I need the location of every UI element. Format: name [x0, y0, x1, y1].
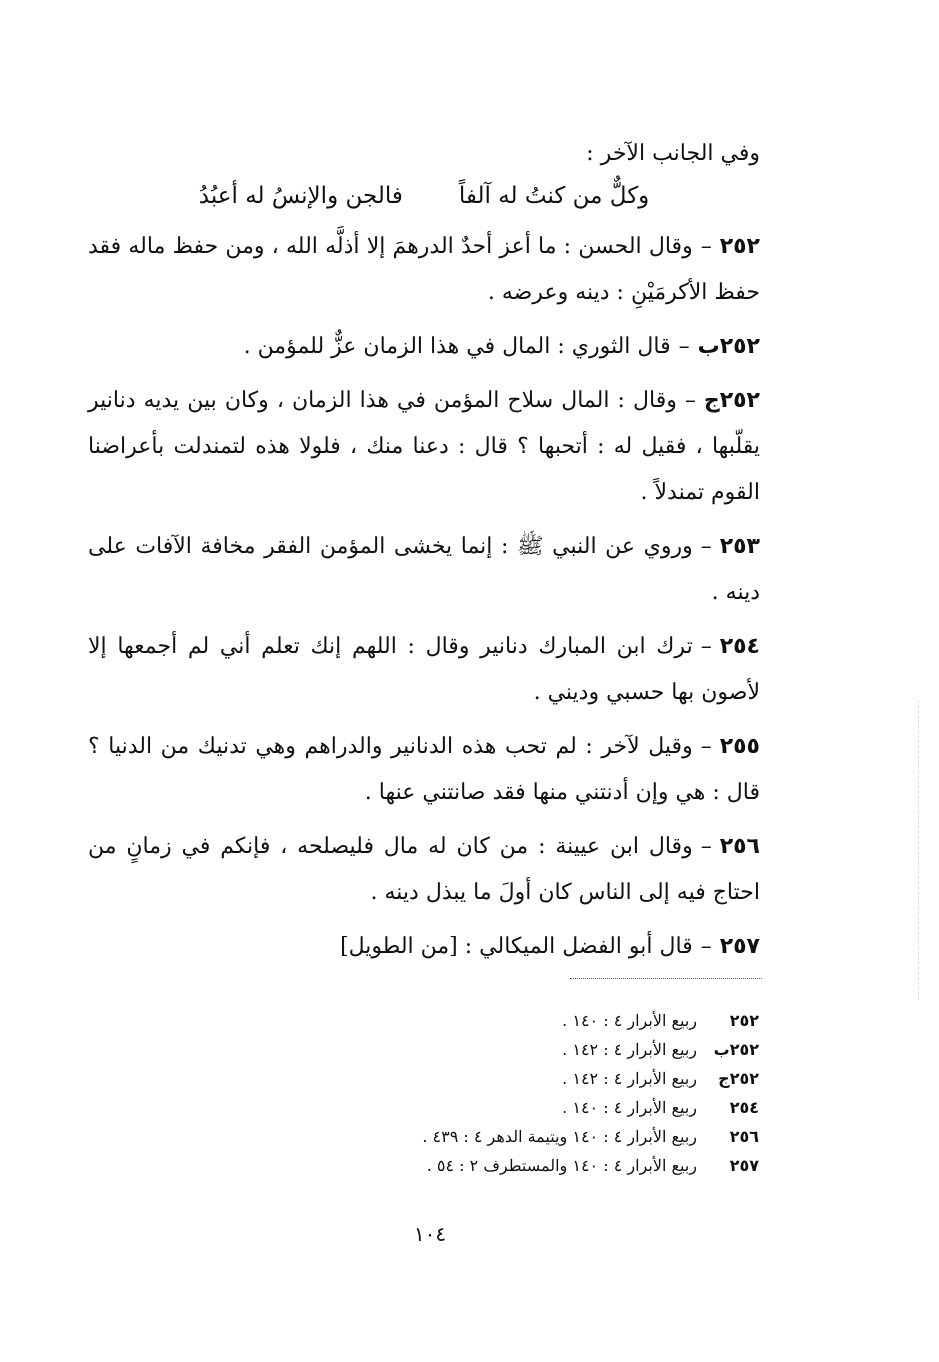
entry-252j	[88, 378, 760, 516]
entry-text: قال أبو الفضل الميكالي : [من الطويل]	[340, 934, 693, 959]
footnote-number: ٢٥٢ب	[713, 1040, 759, 1059]
footnote-item	[159, 1006, 759, 1035]
entry-dash: –	[700, 534, 712, 559]
entry-text: وقال : المال سلاح المؤمن في هذا الزمان ، وكان بين يديه دنانير يقلّبها ، فقيل له : أتحبها ؟ قال : دعنا منك ، فلولا هذه لتمندلت بأعراضنا القوم تمندلاً .	[88, 388, 760, 505]
entry-text: وقال ابن عيينة : من كان له مال فليصلحه ، فإنكم في زمانٍ من احتاج فيه إلى الناس كان أولَ ما يبذل دينه .	[88, 834, 760, 905]
entry-text: وقيل لآخر : لم تحب هذه الدنانير والدراهم وهي تدنيك من الدنيا ؟ قال : هي وإن أدنتني منها فقد صانتني عنها .	[88, 734, 760, 805]
verse-hemistich-1: وكلٌّ من كنتُ له آلفاً	[458, 183, 650, 209]
footnote-text: ربيع الأبرار ٤ : ١٤٠ .	[562, 1011, 697, 1030]
entry-number: ٢٥٢ب	[697, 334, 760, 359]
entry-number: ٢٥٧	[719, 934, 760, 959]
verse-hemistich-2: فالجن والإنسُ له أعبُدُ	[198, 183, 403, 209]
entry-number: ٢٥٣	[719, 534, 760, 559]
footnote-item	[159, 1064, 759, 1093]
entry-text: وروي عن النبي ﷺ : إنما يخشى المؤمن الفقر مخافة الآفات على دينه .	[88, 534, 760, 605]
footnote-number: ٢٥٧	[729, 1156, 759, 1175]
entry-dash: –	[700, 734, 712, 759]
entry-257	[88, 924, 760, 970]
footnote-number: ٢٥٤	[729, 1098, 759, 1117]
footnote-number: ٢٥٢	[729, 1011, 759, 1030]
entry-number: ٢٥٢	[719, 234, 760, 259]
entry-256	[88, 824, 760, 916]
entry-dash: –	[700, 834, 712, 859]
entry-dash: –	[678, 334, 690, 359]
entry-dash: –	[684, 388, 696, 413]
footnote-number: ٢٥٦	[729, 1127, 759, 1146]
footnote-text: ربيع الأبرار ٤ : ١٤٠ .	[562, 1098, 697, 1117]
entry-dash: –	[700, 634, 712, 659]
footnote-text: ربيع الأبرار ٤ : ١٤٠ والمستطرف ٢ : ٥٤ .	[426, 1156, 697, 1175]
entry-dash: –	[700, 234, 712, 259]
footnote-item	[159, 1151, 759, 1180]
page-number: ١٠٤	[413, 1222, 447, 1246]
footnote-item	[159, 1122, 759, 1151]
footnote-text: ربيع الأبرار ٤ : ١٤٢ .	[562, 1069, 697, 1088]
margin-scan-marks	[918, 700, 921, 1000]
entry-252	[88, 224, 760, 316]
entry-number: ٢٥٦	[719, 834, 760, 859]
footnote-divider	[570, 978, 762, 979]
footnote-text: ربيع الأبرار ٤ : ١٤٠ ويتيمة الدهر ٤ : ٤٣٩ .	[422, 1127, 697, 1146]
verse	[88, 174, 760, 218]
entry-number: ٢٥٢ج	[703, 388, 760, 413]
footnote-number: ٢٥٢ج	[718, 1069, 759, 1088]
footnote-item	[159, 1035, 759, 1064]
entry-252b	[88, 324, 760, 370]
entry-number: ٢٥٥	[719, 734, 760, 759]
entry-number: ٢٥٤	[719, 634, 760, 659]
entry-text: وقال الحسن : ما أعز أحدٌ الدرهمَ إلا أذلَّه الله ، ومن حفظ ماله فقد حفظ الأكرمَيْنِ : دينه وعرضه .	[88, 234, 760, 305]
footnote-text: ربيع الأبرار ٤ : ١٤٢ .	[562, 1040, 697, 1059]
entry-255	[88, 724, 760, 816]
footnote-item	[159, 1093, 759, 1122]
footnotes	[159, 1006, 759, 1180]
entry-text: قال الثوري : المال في هذا الزمان عزٌّ للمؤمن .	[243, 334, 671, 359]
entry-253	[88, 524, 760, 616]
entry-dash: –	[700, 934, 712, 959]
entry-text: ترك ابن المبارك دنانير وقال : اللهم إنك تعلم أني لم أجمعها إلا لأصون بها حسبي وديني .	[88, 634, 760, 705]
page-body	[88, 128, 760, 978]
entry-254	[88, 624, 760, 716]
intro-line: وفي الجانب الآخر :	[586, 141, 760, 166]
